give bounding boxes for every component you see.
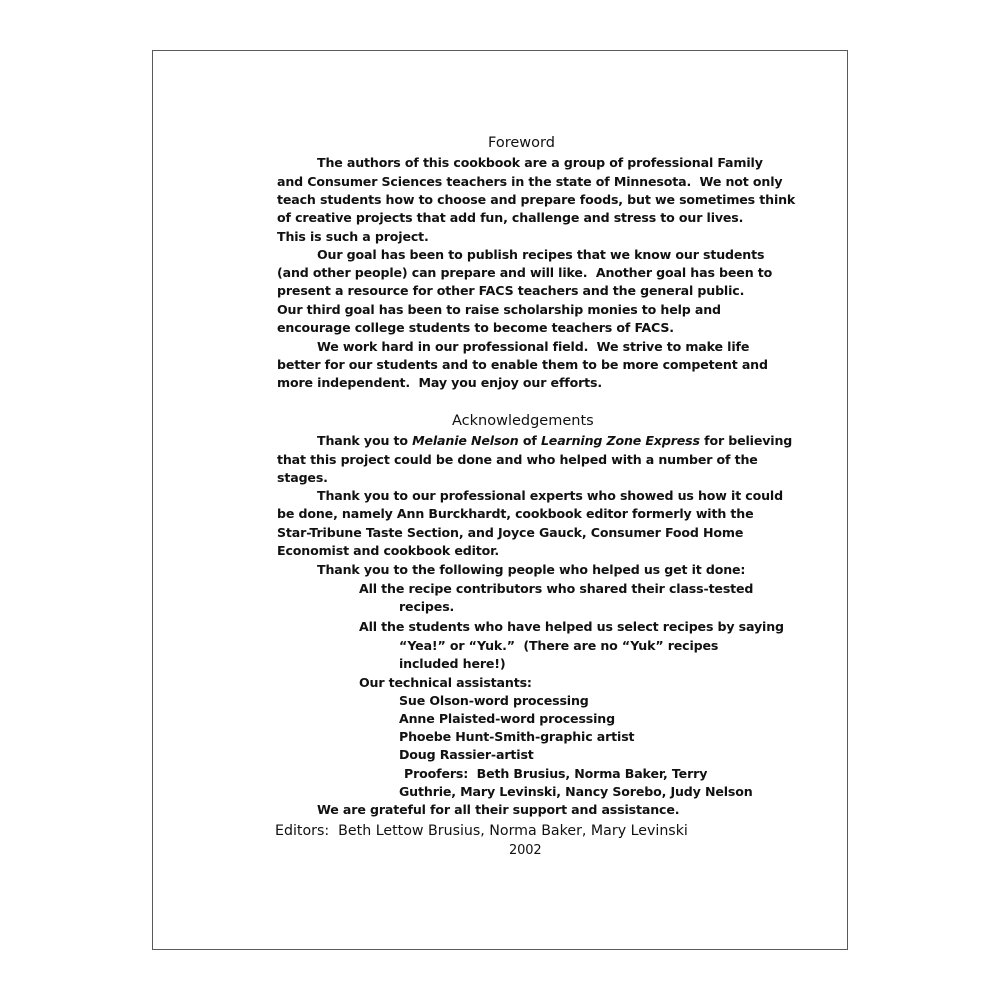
foreword-line: The authors of this cookbook are a group of professional Family [317, 155, 763, 170]
year: 2002 [509, 843, 542, 858]
foreword-line: We work hard in our professional field. We strive to make life [317, 339, 750, 354]
ack-proofers: Guthrie, Mary Levinski, Nancy Sorebo, Judy Nelson [399, 784, 753, 799]
editors-line: Editors: Beth Lettow Brusius, Norma Baker, Mary Levinski [275, 823, 688, 839]
ack-paragraph-line: be done, namely Ann Burckhardt, cookbook editor formerly with the [277, 506, 754, 521]
foreword-line: (and other people) can prepare and will like. Another goal has been to [277, 265, 773, 280]
ack-paragraph-line [317, 432, 792, 450]
acknowledgements-title: Acknowledgements [452, 413, 594, 429]
ack-proofers: Proofers: Beth Brusius, Norma Baker, Terry [404, 766, 708, 781]
foreword-line: Our goal has been to publish recipes that we know our students [317, 247, 765, 262]
ack-paragraph-line: stages. [277, 470, 328, 485]
foreword-line: of creative projects that add fun, challenge and stress to our lives. [277, 210, 744, 225]
ack-list-item: All the students who have helped us select recipes by saying [359, 619, 784, 634]
ack-list-item: All the recipe contributors who shared their class-tested [359, 581, 754, 596]
foreword-line: present a resource for other FACS teachers and the general public. [277, 283, 745, 298]
foreword-line: more independent. May you enjoy our efforts. [277, 375, 603, 390]
ack-technical-item: Anne Plaisted-word processing [399, 711, 615, 726]
ack-paragraph-line: Star-Tribune Taste Section, and Joyce Gauck, Consumer Food Home [277, 525, 744, 540]
ack-technical-item: Sue Olson-word processing [399, 693, 589, 708]
ack-paragraph-line: Economist and cookbook editor. [277, 543, 500, 558]
ack-list-item: “Yea!” or “Yuk.” (There are no “Yuk” recipes [399, 638, 719, 653]
foreword-line: and Consumer Sciences teachers in the state of Minnesota. We not only [277, 174, 783, 189]
foreword-line: encourage college students to become teachers of FACS. [277, 320, 674, 335]
foreword-title: Foreword [488, 135, 555, 151]
ack-technical-label: Our technical assistants: [359, 675, 532, 690]
ack-text: of [518, 433, 541, 448]
ack-text: Thank you to [317, 433, 413, 448]
ack-paragraph-line: that this project could be done and who helped with a number of the [277, 452, 758, 467]
ack-list-item: included here!) [399, 656, 506, 671]
ack-person-name: Melanie Nelson [412, 433, 519, 448]
ack-helpers-intro: Thank you to the following people who helped us get it done: [317, 562, 746, 577]
foreword-line: better for our students and to enable them to be more competent and [277, 357, 768, 372]
ack-technical-item: Doug Rassier-artist [399, 747, 534, 762]
foreword-line: Our third goal has been to raise scholarship monies to help and [277, 302, 721, 317]
ack-paragraph-line: Thank you to our professional experts who showed us how it could [317, 488, 783, 503]
ack-closing: We are grateful for all their support and assistance. [317, 802, 680, 817]
ack-technical-item: Phoebe Hunt-Smith-graphic artist [399, 729, 635, 744]
ack-company-name: Learning Zone Express [540, 433, 700, 448]
foreword-line: This is such a project. [277, 229, 429, 244]
ack-list-item: recipes. [399, 599, 455, 614]
ack-text: for believing [699, 433, 793, 448]
foreword-line: teach students how to choose and prepare foods, but we sometimes think [277, 192, 796, 207]
